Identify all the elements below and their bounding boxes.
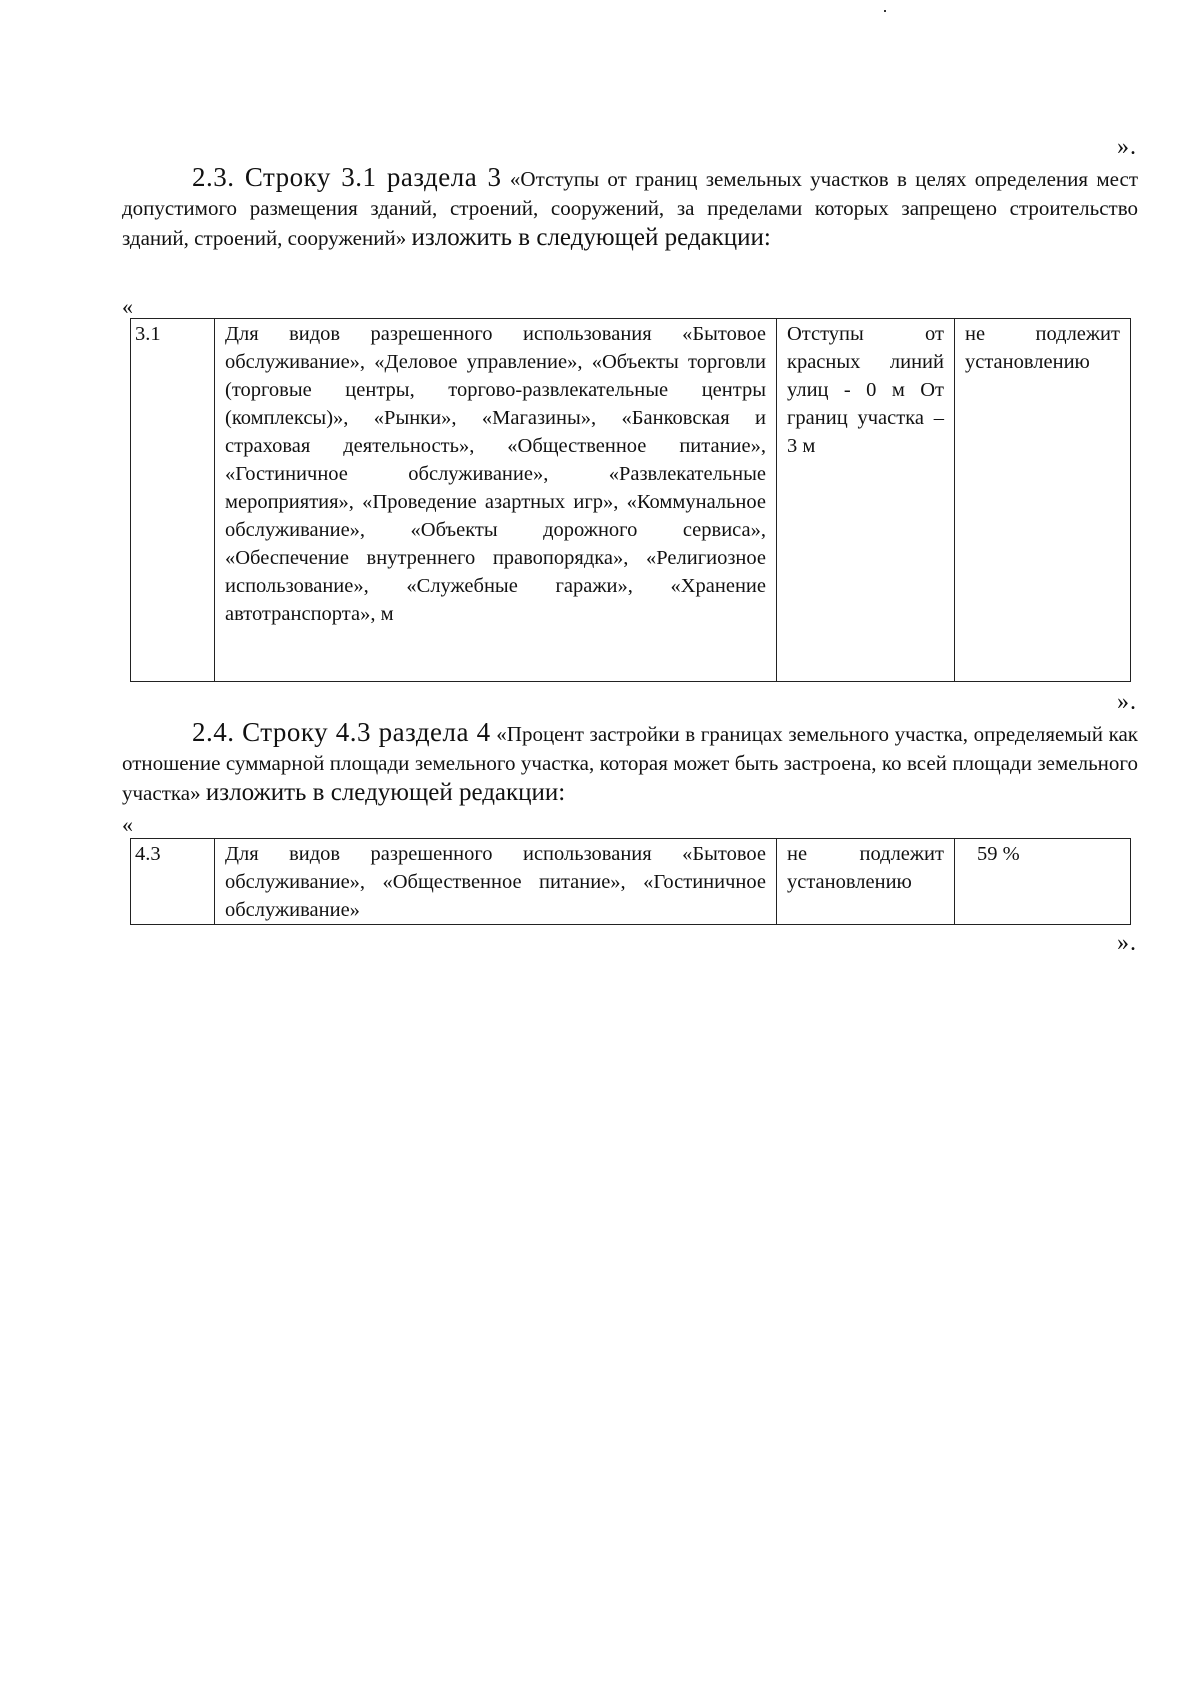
row-value-cell: 59 % (955, 839, 1131, 925)
table-row (131, 319, 1131, 682)
row-value-cell: не подлежит установлению (955, 319, 1131, 682)
paragraph-2-4-tail: изложить в следующей редакции: (205, 779, 566, 806)
paragraph-2-3-lead: 2.3. Строку 3.1 раздела 3 (192, 162, 502, 192)
closing-quote-2-4: ». (1117, 930, 1137, 956)
table-row (131, 839, 1131, 925)
paragraph-2-4-quoted: «Процент застройки в границах земельного участка, определяемый как отношение суммарной площади земельного участка, которая может быть застроена, ко всей площади земельного участка» (122, 722, 1139, 805)
table-row-4-3 (130, 838, 1131, 925)
opening-quote-2-3: « (122, 294, 133, 319)
row-description-cell: Для видов разрешенного использования «Бытовое обслуживание», «Общественное питание», «Гостиничное обслуживание» (215, 839, 777, 925)
row-setback-cell: Отступы от красных линий улиц - 0 м От границ участка – 3 м (777, 319, 955, 682)
paragraph-2-3-quoted: «Отступы от границ земельных участков в целях определения мест допустимого размещения зданий, строений, сооружений, за пределами которых запрещено строительство зданий, строений, сооружений» (122, 167, 1139, 250)
paragraph-2-3-tail: изложить в следующей редакции: (411, 224, 771, 251)
closing-quote-2-3: ». (1117, 689, 1137, 715)
paragraph-2-4 (122, 718, 1138, 808)
opening-quote-2-4: « (122, 812, 133, 837)
paragraph-2-4-lead: 2.4. Строку 4.3 раздела 4 (192, 717, 491, 747)
closing-quote-top: ». (1117, 134, 1137, 160)
paragraph-2-3 (122, 163, 1138, 253)
table-row-3-1 (130, 318, 1131, 682)
row-description-cell: Для видов разрешенного использования «Бытовое обслуживание», «Деловое управление», «Объекты торговли (торговые центры, торгово-развлекательные центры (комплексы)», «Рынки», «Магазины», «Банковская и страховая деятельность», «Общественное питание», «Гостиничное обслуживание», «Развлекательные мероприятия», «Проведение азартных игр», «Коммунальное обслуживание», «Объекты дорожного сервиса», «Обеспечение внутреннего правопорядка», «Религиозное использование», «Служебные гаражи», «Хранение автотранспорта», м (215, 319, 777, 682)
row-number-cell: 4.3 (131, 839, 215, 925)
row-number-cell: 3.1 (131, 319, 215, 682)
row-setback-cell: не подлежит установлению (777, 839, 955, 925)
scan-speck (884, 10, 886, 12)
